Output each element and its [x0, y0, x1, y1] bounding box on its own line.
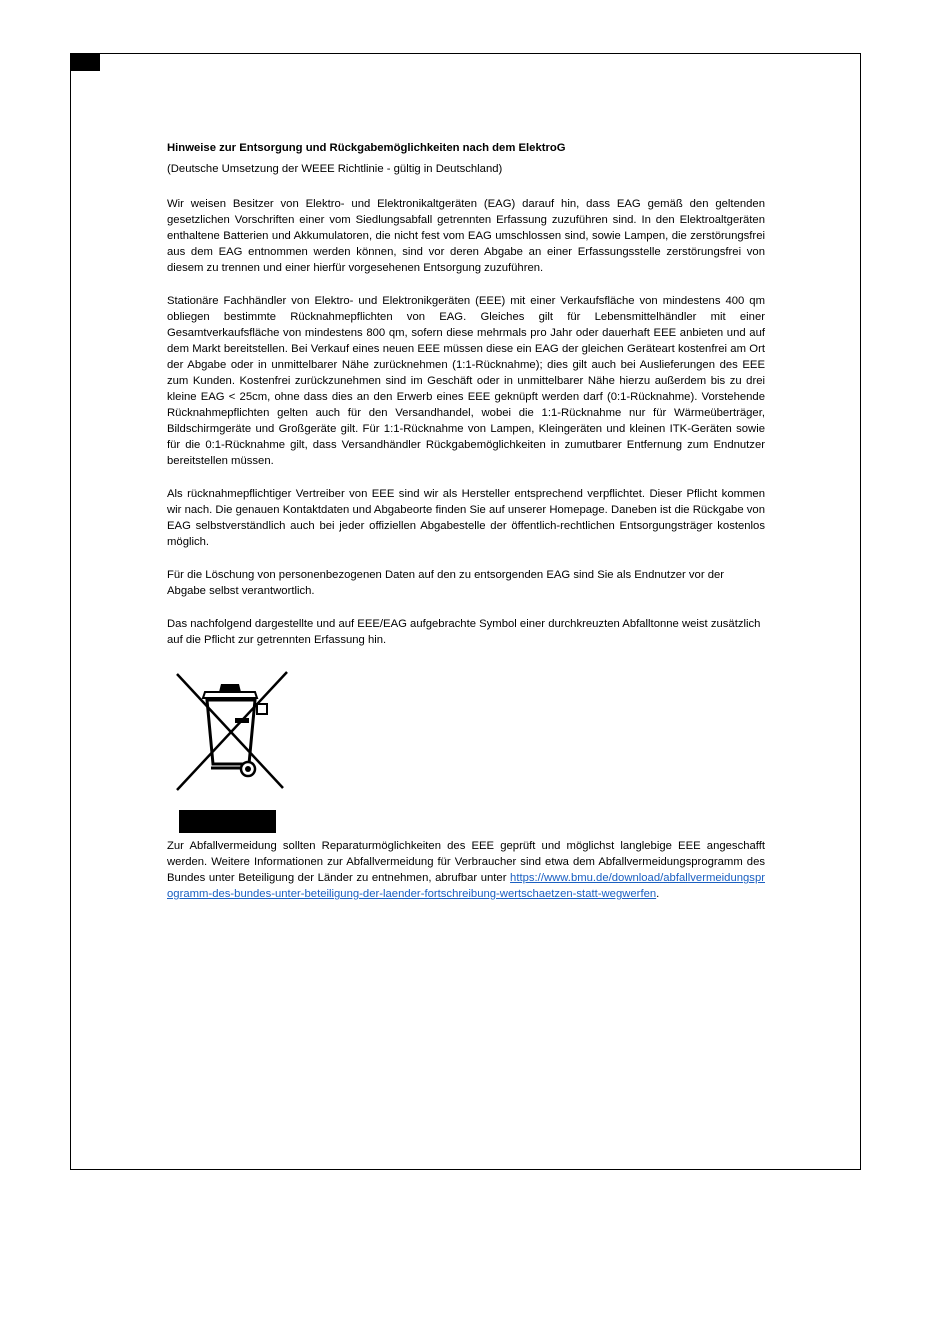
document-body — [167, 140, 765, 902]
paragraph-bin-symbol: Das nachfolgend dargestellte und auf EEE/EAG aufgebrachte Symbol einer durchkreuzten Abfalltonne weist zusätzlich auf die Pflicht zur getrennten Erfassung hin. — [167, 618, 761, 646]
paragraph-manufacturer-obligation: Als rücknahmepflichtiger Vertreiber von EEE sind wir als Hersteller entsprechend verpflichtet. Dieser Pflicht kommen wir nach. Die genauen Kontaktdaten und Abgabeorte finden Sie auf unserer Homepage. Daneben ist die Rückgabe von EAG selbstverständlich auch bei jeder offiziellen Abgabestelle der öffentlich-rechtlichen Entsorgungsträger kostenlos möglich. — [167, 488, 765, 548]
document-title: Hinweise zur Entsorgung und Rückgabemöglichkeiten nach dem ElektroG — [167, 142, 566, 154]
document-subtitle: (Deutsche Umsetzung der WEEE Richtlinie - gültig in Deutschland) — [167, 163, 503, 175]
paragraph-retailer-obligations: Stationäre Fachhändler von Elektro- und Elektronikgeräten (EEE) mit einer Verkaufsfläche von mindestens 400 qm obliegen bestimmte Rücknahmepflichten von EAG. Gleiches gilt für Lebensmittelhändler mit einer Gesamtverkaufsfläche von mindestens 800 qm, sofern diese mehrmals pro Jahr oder dauerhaft EEE anbieten und auf dem Markt bereitstellen. Bei Verkauf eines neuen EEE müssen diese ein EAG der gleichen Geräteart kostenfrei am Ort der Abgabe oder in unmittelbarer Nähe zurücknehmen (1:1-Rücknahme); dies gilt auch bei Auslieferungen des EEE zum Kunden. Kostenfrei zurückzunehmen sind im Geschäft oder in unmittelbarer Nähe hierzu außerdem bis zu drei kleine EAG < 25cm, ohne dass dies an den Erwerb eines EEE geknüpft werden darf (0:1-Rücknahme). Vorstehende Rücknahmepflichten gelten auch für den Versandhandel, wobei die 1:1-Rücknahme nur für Wärmeüberträger, Bildschirmgeräte und Großgeräte gilt. Für 1:1-Rücknahme von Lampen, Kleingeräten und kleinen ITK-Geräten sowie für die 0:1-Rücknahme gilt, dass Versandhändler Rückgabemöglichkeiten in zumutbarer Entfernung zum Endnutzer bereitstellen müssen. — [167, 295, 765, 467]
crossed-out-wheelie-bin-icon — [171, 668, 291, 793]
paragraph-data-deletion: Für die Löschung von personenbezogenen Daten auf den zu entsorgenden EAG sind Sie als Endnutzer vor der Abgabe selbst verantwortlich. — [167, 569, 725, 597]
bmu-download-link[interactable]: https://www.bmu.de/download/abfallvermeidungsprogramm-des-bundes-unter-beteiligung-der-laender-fortschreibung-wertschaetzen-statt-wegwerfen — [167, 872, 765, 900]
waste-prevention-text: Zur Abfallvermeidung sollten Reparaturmöglichkeiten des EEE geprüft und möglichst langlebige EEE angeschafft werden. Weitere Informationen zur Abfallvermeidung für Verbraucher sind etwa dem Abfallvermeidungsprogramm des Bundes unter Beteiligung der Länder zu entnehmen, abrufbar unter — [167, 840, 765, 884]
closing-period: . — [656, 888, 660, 900]
paragraph-eag-separation: Wir weisen Besitzer von Elektro- und Elektronikaltgeräten (EAG) darauf hin, dass EAG gemäß den geltenden gesetzlichen Vorschriften einer vom Siedlungsabfall getrennten Erfassung zuzuführen sind. In den Elektroaltgeräten enthaltene Batterien und Akkumulatoren, die nicht fest vom EAG umschlossen sind, sowie Lampen, die zerstörungsfrei aus dem EAG entnommen werden können, sind vor deren Abgabe an einer Erfassungsstelle zerstörungsfrei von diesem zu trennen und einer hierfür vorgesehenen Entsorgung zuzuführen. — [167, 198, 765, 274]
paragraph-waste-prevention — [167, 838, 765, 902]
page-corner-marker — [71, 54, 100, 71]
underline-bar — [179, 810, 276, 833]
